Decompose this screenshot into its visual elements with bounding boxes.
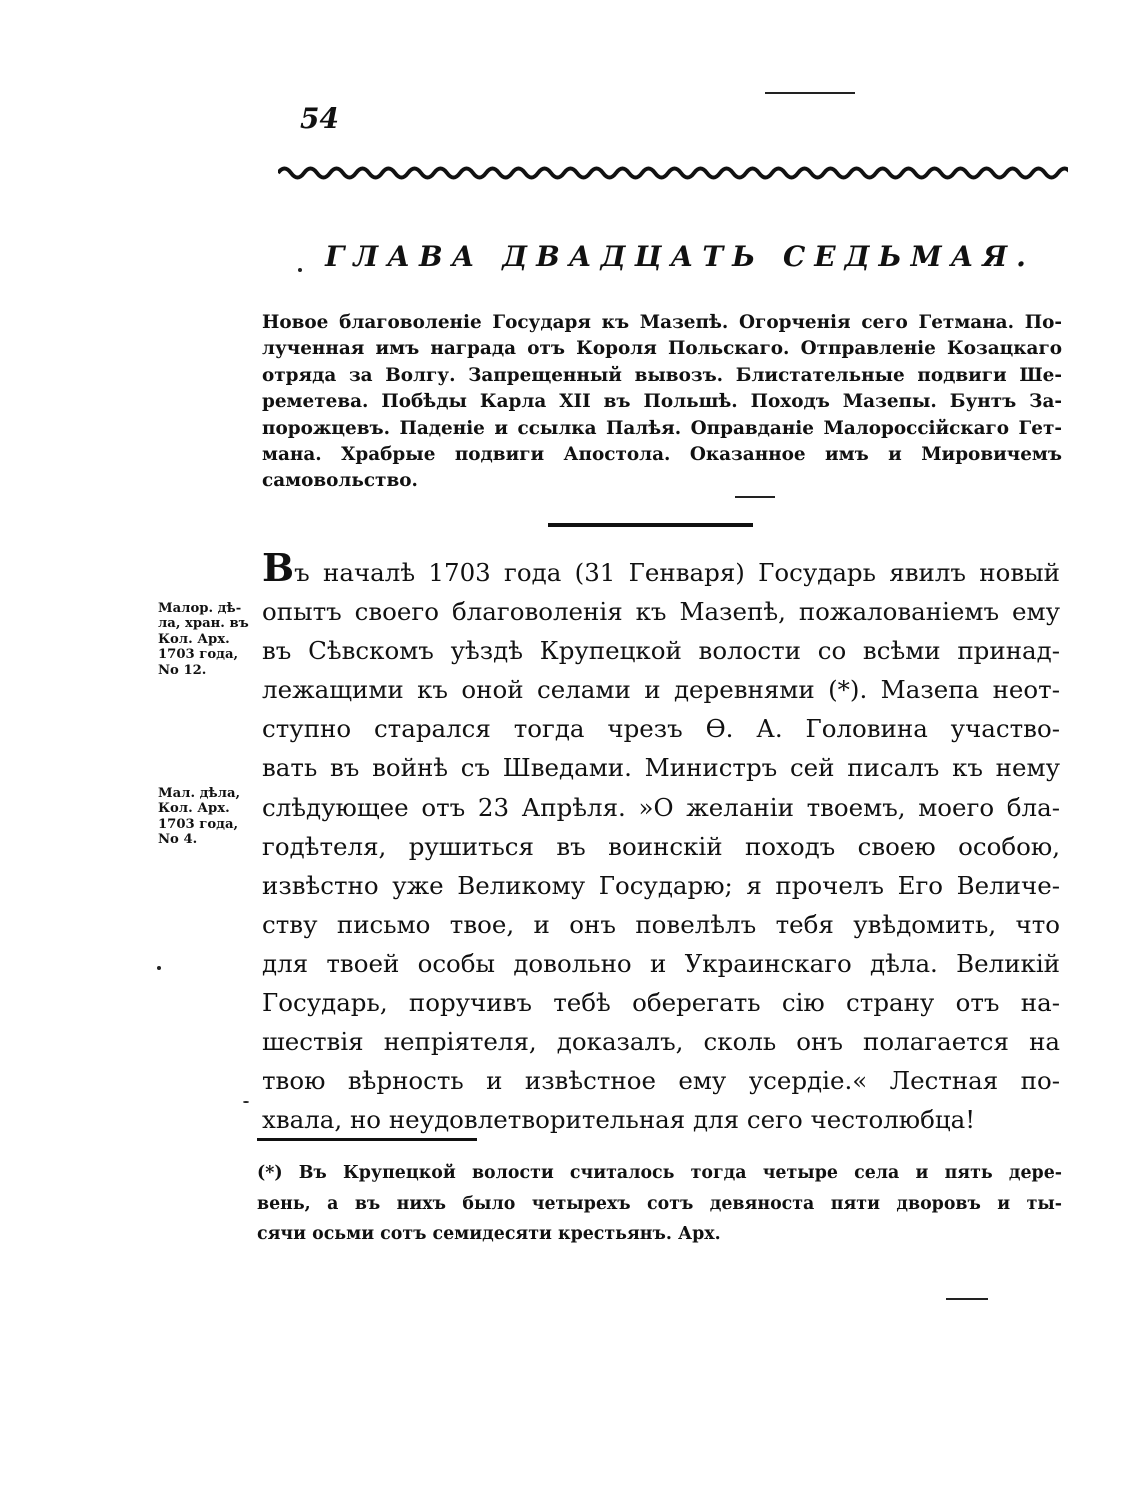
footnote-line: сячи осьми сотъ семидесяти крестьянъ. Арх. — [257, 1224, 721, 1244]
margin-note-line: No 4. — [158, 832, 198, 848]
body-line: шествія непріятеля, доказалъ, сколь онъ полагается на — [262, 1027, 1060, 1057]
chapter-summary — [262, 310, 1062, 495]
body-line: слѣдующее отъ 23 Апрѣля. »О желаніи твоемъ, моего бла- — [262, 792, 1060, 822]
body-line: опытъ своего благоволенія къ Мазепѣ, пожалованіемъ ему — [262, 597, 1060, 627]
drop-cap: В — [262, 545, 295, 590]
footnote — [257, 1158, 1062, 1250]
section-divider — [548, 523, 753, 527]
margin-note-line: No 12. — [158, 662, 207, 678]
body-line: Государь, поручивъ тебѣ оберегать сію страну отъ на- — [262, 988, 1060, 1018]
footnote-line: вень, а въ нихъ было четырехъ сотъ девяноста пяти дворовъ и ты- — [257, 1193, 1062, 1214]
wavy-ornament — [278, 160, 1068, 186]
print-speck — [157, 966, 161, 970]
decorative-dash — [735, 496, 775, 498]
margin-note-line: Малор. дѣ- — [158, 601, 242, 616]
decorative-dash — [946, 1298, 988, 1300]
margin-note-line: 1703 года, — [158, 816, 239, 832]
summary-line: порожцевъ. Паденіе и ссылка Палѣя. Оправданіе Малороссійскаго Гет- — [262, 417, 1062, 439]
body-line-text: ъ началѣ 1703 года (31 Генваря) Государь явилъ новый — [294, 558, 1060, 587]
margin-note-line: ла, хран. въ — [158, 616, 249, 632]
summary-line: самовольство. — [262, 470, 418, 492]
summary-line: лученная имъ награда отъ Короля Польскаго. Отправленіе Козацкаго — [262, 338, 1062, 360]
summary-line: Новое благоволеніе Государя къ Мазепѣ. Огорченія сего Гетмана. По- — [262, 312, 1062, 333]
print-speck — [298, 268, 302, 272]
body-line: годѣтеля, рушиться въ воинскій походъ своею особою, — [262, 831, 1060, 861]
print-speck — [243, 1101, 249, 1103]
margin-note — [158, 786, 258, 848]
body-line: хвала, но неудовлетворительная для сего честолюбца! — [262, 1105, 976, 1135]
body-line: для твоей особы довольно и Украинскаго дѣла. Великій — [262, 948, 1060, 978]
body-line: твою вѣрность и извѣстное ему усердіе.« Лестная по- — [262, 1066, 1060, 1096]
summary-line: отряда за Волгу. Запрещенный вывозъ. Блистательные подвиги Ше- — [262, 364, 1062, 386]
body-line: ступно старался тогда чрезъ Ѳ. А. Головина участво- — [262, 714, 1060, 744]
summary-line: мана. Храбрые подвиги Апостола. Оказанное имъ и Мировичемъ — [262, 444, 1062, 466]
main-text — [262, 545, 1060, 1139]
chapter-title: ГЛАВА ДВАДЦАТЬ СЕДЬМАЯ. — [325, 240, 1035, 273]
margin-note — [158, 601, 258, 678]
body-line: лежащими къ оной селами и деревнями (*). Мазепа неот- — [262, 675, 1060, 705]
body-line: вать въ войнѣ съ Шведами. Министръ сей писалъ къ нему — [262, 753, 1060, 783]
margin-note-line: Кол. Арх. — [158, 631, 230, 647]
body-line: извѣстно уже Великому Государю; я прочелъ Его Величе- — [262, 870, 1060, 900]
margin-note-line: 1703 года, — [158, 647, 239, 663]
body-line: въ Сѣвскомъ уѣздѣ Крупецкой волости со всѣми принад- — [262, 636, 1060, 666]
margin-note-line: Кол. Арх. — [158, 801, 230, 817]
decorative-dash — [765, 92, 855, 94]
footnote-line: (*) Въ Крупецкой волости считалось тогда четыре села и пять дере- — [257, 1163, 1062, 1183]
body-line: ству письмо твое, и онъ повелѣлъ тебя увѣдомить, что — [262, 909, 1060, 939]
summary-line: реметева. Побѣды Карла XII въ Польшѣ. Походъ Мазепы. Бунтъ За- — [262, 391, 1062, 413]
page-number: 54 — [300, 102, 339, 135]
footnote-divider — [257, 1138, 477, 1141]
body-line — [262, 545, 1060, 592]
margin-note-line: Мал. дѣла, — [158, 786, 241, 801]
